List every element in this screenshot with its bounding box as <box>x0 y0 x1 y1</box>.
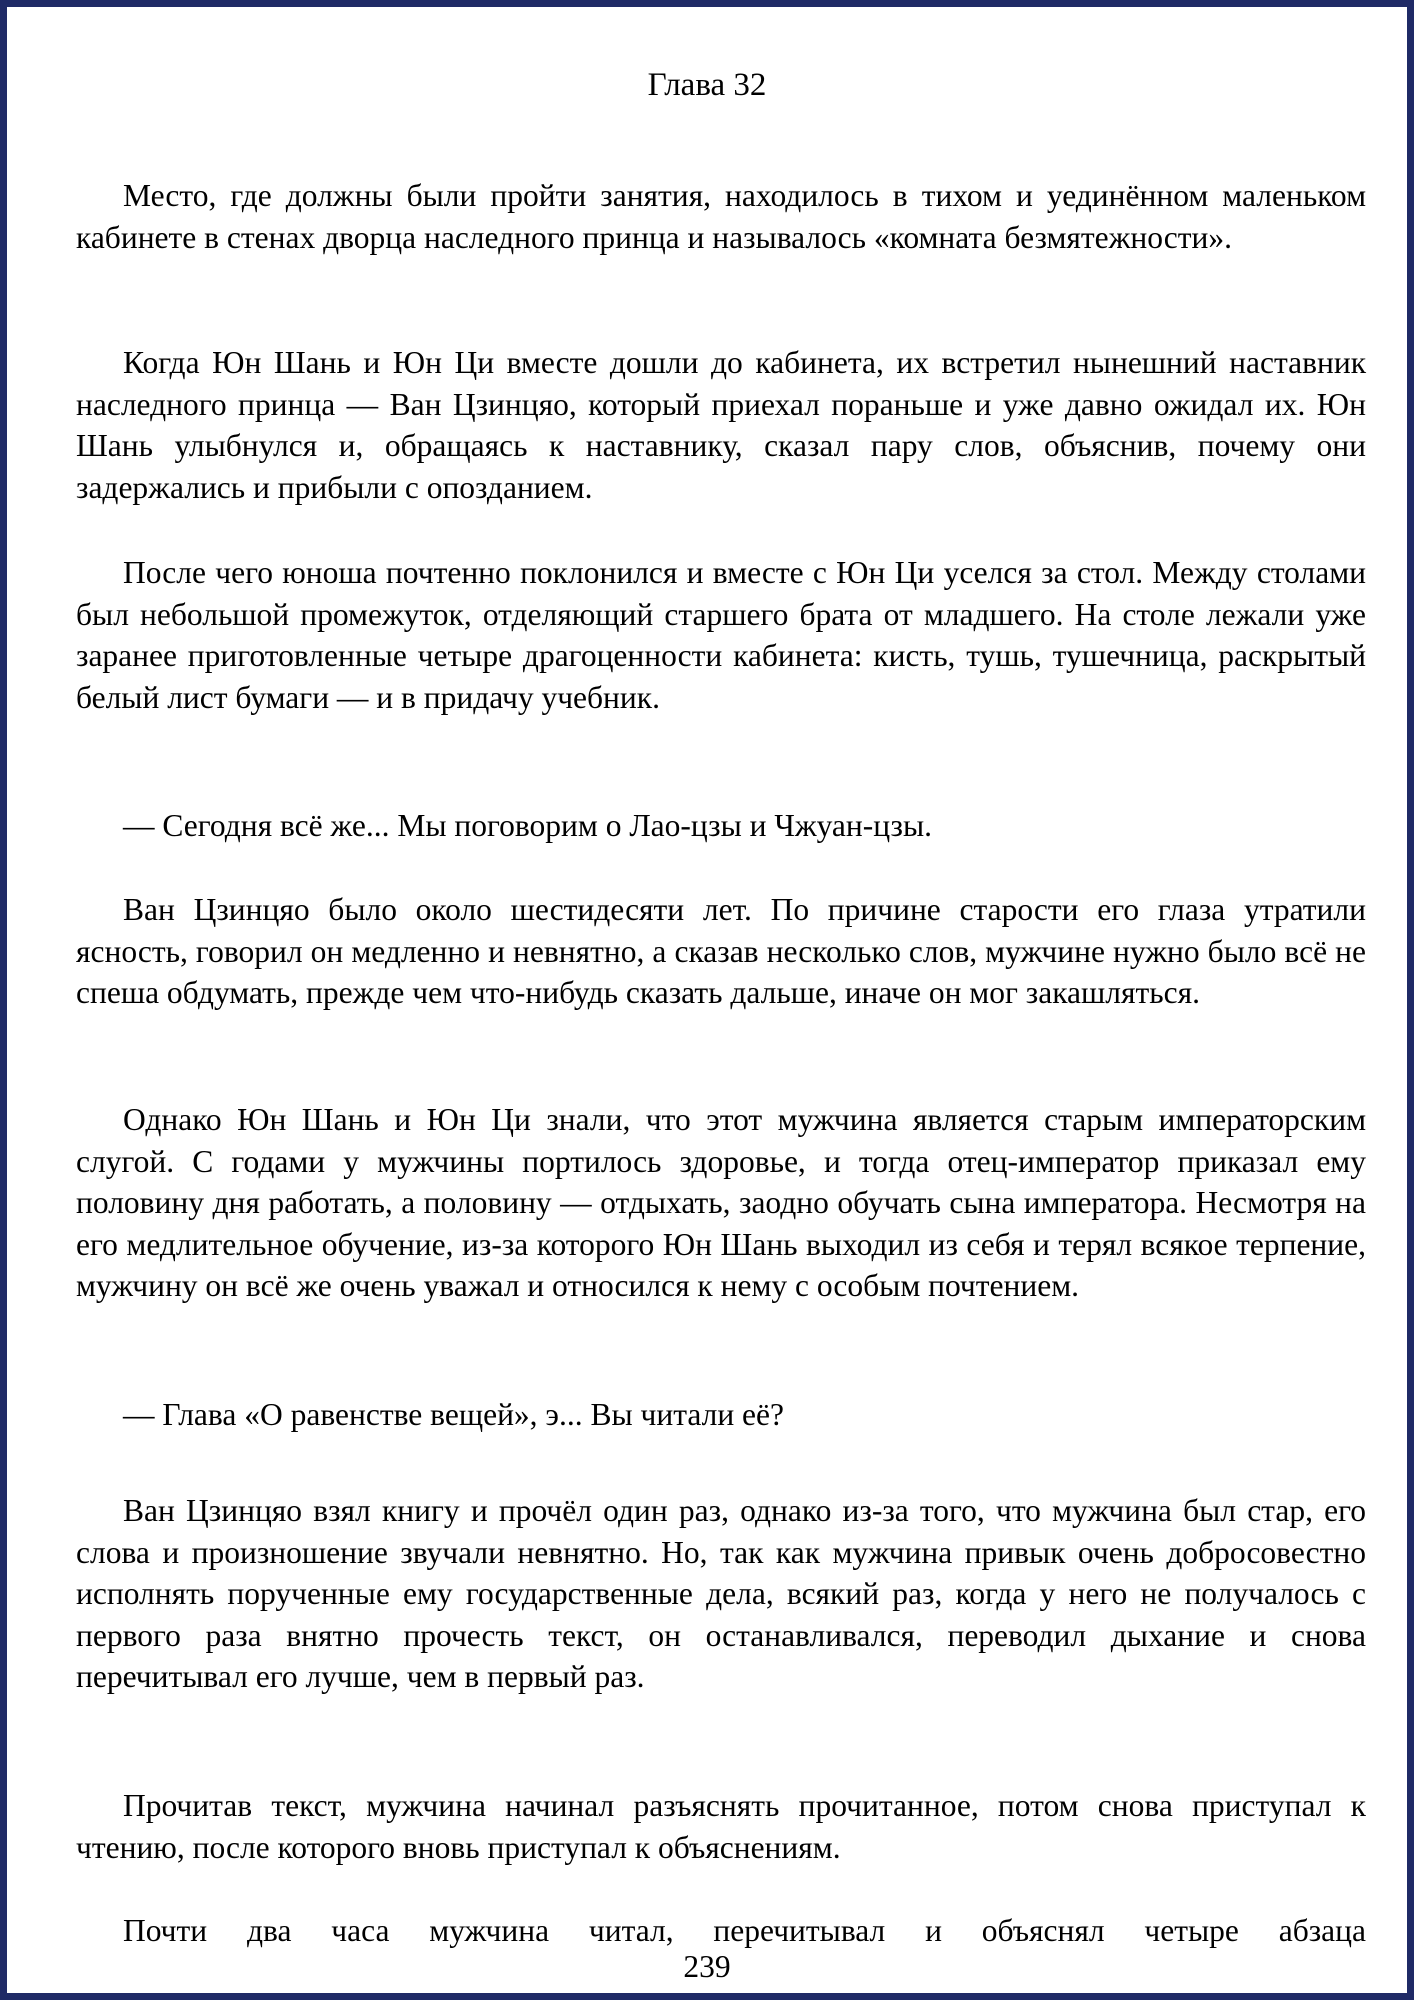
paragraph-1: Место, где должны были пройти занятия, находилось в тихом и уединённом маленьком кабинете в стенах дворца наследного принца и называлось «комната безмятежности». <box>76 178 1366 255</box>
paragraph-6: Однако Юн Шань и Юн Ци знали, что этот мужчина является старым императорским слугой. С годами у мужчины портилось здоровье, и тогда отец-император приказал ему половину дня работать, а половину — отдыхать, заодно обучать сына императора. Несмотря на его медлительное обучение, из-за которого Юн Шань выходил из себя и терял всякое терпение, мужчину он всё же очень уважал и относился к нему с особым почтением. <box>76 1102 1366 1303</box>
paragraph-10: Почти два часа мужчина читал, перечитывал и объяснял четыре абзаца <box>123 1913 1366 1948</box>
paragraph-4-dialogue: — Сегодня всё же... Мы поговорим о Лао-цзы и Чжуан-цзы. <box>123 808 932 843</box>
paragraph-7-dialogue: — Глава «О равенстве вещей», э... Вы читали её? <box>123 1397 784 1432</box>
paragraph-3: После чего юноша почтенно поклонился и вместе с Юн Ци уселся за стол. Между столами был небольшой промежуток, отделяющий старшего брата от младшего. На столе лежали уже заранее приготовленные четыре драгоценности кабинета: кисть, тушь, тушечница, раскрытый белый лист бумаги — и в придачу учебник. <box>76 555 1366 715</box>
chapter-title: Глава 32 <box>647 67 767 103</box>
page-number: 239 <box>683 1949 731 1984</box>
paragraph-5: Ван Цзинцяо было около шестидесяти лет. По причине старости его глаза утратили ясность, говорил он медленно и невнятно, а сказав несколько слов, мужчине нужно было всё не спеша обдумать, прежде чем что-нибудь сказать дальше, иначе он мог закашляться. <box>76 892 1366 1010</box>
paragraph-8: Ван Цзинцяо взял книгу и прочёл один раз, однако из-за того, что мужчина был стар, его слова и произношение звучали невнятно. Но, так как мужчина привык очень добросовестно исполнять порученные ему государственные дела, всякий раз, когда у него не получалось с первого раза внятно прочесть текст, он останавливался, переводил дыхание и снова перечитывал его лучше, чем в первый раз. <box>76 1493 1366 1694</box>
paragraph-2: Когда Юн Шань и Юн Ци вместе дошли до кабинета, их встретил нынешний наставник наследного принца — Ван Цзинцяо, который приехал пораньше и уже давно ожидал их. Юн Шань улыбнулся и, обращаясь к наставнику, сказал пару слов, объяснив, почему они задержались и прибыли с опозданием. <box>76 345 1366 505</box>
paragraph-9: Прочитав текст, мужчина начинал разъяснять прочитанное, потом снова приступал к чтению, после которого вновь приступал к объяснениям. <box>76 1788 1366 1865</box>
